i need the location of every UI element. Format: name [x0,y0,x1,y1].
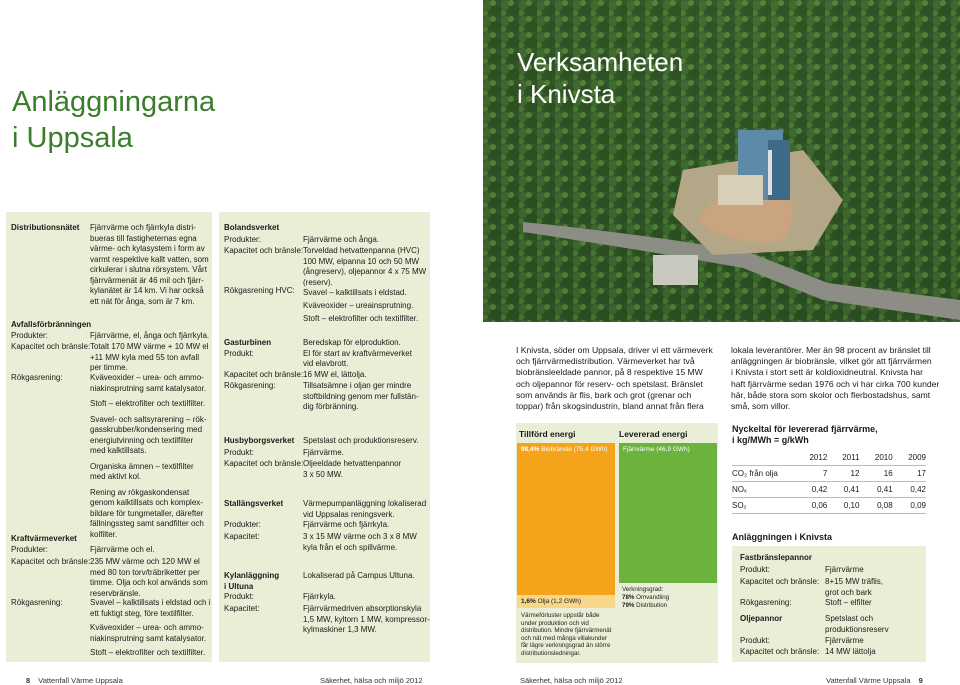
footer-left [26,676,123,685]
stall-heading: Stallängsverket [224,499,284,508]
stall-produkter-label: Produkter: [224,520,261,529]
text-line: kyla från el och spillvärme. [303,542,398,552]
text-line: cirkulerar i slutna rörsystem. Vårt [90,265,207,274]
text-line: 1,5 MW, kyltorn 1 MW, kompressor- [303,614,430,624]
key-table-title [732,424,878,446]
text-line: ett nät för ånga, som är 7 km. [90,296,195,306]
husby-intro: Spetslast och produktionsreserv. [303,436,419,445]
fast-produkt-label: Produkt: [740,565,770,574]
stall-intro [303,499,426,520]
text-line: Totalt 170 MW värme + 10 MW el [90,342,209,351]
table-cell: 0,09 [893,498,926,514]
text-line: Kväveoxider – ureainsprutning. [303,301,414,310]
table-cell: 7 [794,466,827,482]
kraft-rening-label: Rökgasrening: [11,598,63,607]
text-line: reservbränsle. [90,588,141,598]
text-line: Beredskap för elproduktion. [303,338,401,347]
kyla-produkt-label: Produkt: [224,592,254,601]
year-header: 2011 [827,450,859,466]
row-label: CO₂ från olja [732,466,794,482]
text-line: och fjärrvärmedistribution. Värmeverket har två [516,356,695,367]
text-line: fjärrvärmenät är 46 mil och fjärr- [90,275,204,285]
gasturbin-kapacitet-value: 16 MW el, lättolja. [303,370,367,379]
verkningsgrad [622,586,669,609]
text-line: biobränsleeldade pannor, på 8 respektive 15 MW [516,367,703,378]
text-line: genom kalktillsats och komplex- [90,498,203,507]
text-line: fällningssteg samt sandfilter och [90,519,204,528]
kraft-produkter-value: Fjärrvärme och el. [90,545,155,554]
kraft-produkter-label: Produkter: [11,545,48,554]
bio-text: Biobränsle (75,4 GWh) [541,446,608,453]
text-line: 235 MW värme och 120 MW el [90,557,200,566]
verk-title: Verkningsgrad: [622,586,664,593]
table-cell: 0,08 [859,498,892,514]
table-cell: 12 [827,466,859,482]
row-label: NOₓ [732,482,794,498]
text-line: niakinsprutning samt katalysator. [90,383,207,393]
year-header: 2012 [794,450,827,466]
kyla-kapacitet-label: Kapacitet: [224,604,260,613]
husby-kapacitet-value [303,459,401,480]
gasturbin-produkt-value [303,338,412,370]
page-number-left: 8 [26,676,31,685]
gasturbin-heading: Gasturbinen [224,338,272,347]
year-header: 2010 [859,450,892,466]
text-line: bueras till fastigheternas egna [90,233,197,243]
table-cell: 0,06 [794,498,827,514]
text-line: Spetslast och [825,614,874,623]
text-line: kolfilter. [90,529,118,539]
text-line: Värmepumpanläggning lokaliserad [303,499,427,508]
text-line: varmt respektive kallt vatten, som [90,254,209,264]
olje-heading: Oljepannor [740,614,783,623]
text-line: i Ultuna [224,581,254,591]
text-line: 8+15 MW träflis, [825,577,884,586]
boland-rening-value [303,286,418,325]
text-line: 100 MW, elpanna 10 och 50 MW [303,256,420,266]
page-number-right: 9 [918,676,923,685]
boland-produkter-value: Fjärrvärme och ånga. [303,235,380,244]
text-line: I Knivsta, söder om Uppsala, driver vi ett värmeverk [516,345,713,355]
husby-produkt-label: Produkt: [224,448,254,457]
text-line: distributionsledningar. [521,649,581,657]
photo-title-line-1: Verksamheten [517,47,684,77]
table-cell: 17 [893,466,926,482]
text-line: timme. Olja och kol används som [90,578,208,587]
kraft-rening-value [90,598,211,659]
text-line: Rening av rökgaskondensat [90,487,190,497]
text-line: värme- och kylasystem i form av [90,244,205,253]
stall-produkter-value: Fjärrvärme och fjärrkyla. [303,520,390,529]
footer-section-right: Säkerhet, hälsa och miljö 2012 [520,676,623,685]
knivsta-text-col-2 [731,345,956,412]
boland-rening-label: Rökgasrening HVC: [224,286,295,295]
verk-distr-text: Distribution [636,601,668,609]
text-line: med kalktillsats. [90,446,147,455]
fast-rening-label: Rökgasrening: [740,598,792,607]
gasturbin-rening-value [303,381,419,413]
stall-kapacitet-value [303,532,417,553]
table-cell: 0,42 [893,482,926,498]
publisher-right: Vattenfall Värme Uppsala [826,676,911,685]
kyla-intro: Lokaliserad på Campus Ultuna. [303,571,415,580]
text-line: under produktion och vid [521,619,589,627]
table-cell: 0,10 [827,498,859,514]
text-line: och oljepannor för reserv- och spetslast. Bränslet [516,378,703,389]
verk-distr-pct: 79% [622,601,635,609]
text-line: Stoft – elektrofilter och textilfilter. [90,399,206,408]
tillford-title: Tillförd energi [519,429,576,439]
bar-biobransle [517,443,615,608]
avfall-kapacitet-label: Kapacitet och bränsle: [11,342,91,351]
text-line: Kylanläggning [224,571,280,580]
avfall-produkter-label: Produkter: [11,331,48,340]
text-line: bildare för tungmetaller, därefter [90,508,204,518]
bio-pct: 98,4% [521,446,540,453]
text-line: vid Uppsalas reningsverk. [303,509,395,519]
text-line: niakinsprutning samt katalysator. [90,633,207,643]
energy-flow-chart [516,423,718,663]
husby-heading: Husbyborgsverket [224,436,295,445]
text-line: Svavel – kalktillsats i eldstad och i [90,598,211,607]
text-line: gasskrubber/kondensering med [90,425,203,434]
fast-produkt-value: Fjärrvärme [825,565,864,574]
text-line: Svavel- och saltsyrarening – rök- [90,414,207,424]
olja-text: Olja (1,2 GWh) [537,598,581,605]
text-line: stoftbildning genom mer fullstän- [303,391,419,401]
olje-kapacitet-label: Kapacitet och bränsle: [740,647,820,656]
text-line: kylmaskiner 1,3 MW. [303,625,377,634]
text-line: per timme. [90,363,128,372]
table-row [732,482,926,498]
text-line: och nät med många villakunder [521,634,607,642]
knivsta-text-col-1 [516,345,716,412]
left-page-title [12,84,215,156]
avfall-produkter-value: Fjärrvärme, el, ånga och fjärrkyla. [90,331,210,340]
olja-pct: 1,6% [521,598,536,605]
text-line: El för start av kraftvärmeverket [303,348,412,358]
row-label: SO₂ [732,498,794,514]
text-line: Värmeförluster uppstår både [521,612,600,619]
table-corner [732,450,794,466]
kyla-produkt-value: Fjärrkyla. [303,592,336,601]
text-line: Nyckeltal för levererad fjärrvärme, [732,424,878,434]
table-row [732,498,926,514]
kraft-kapacitet-value [90,557,208,599]
text-line: Svavel – kalktillsats i eldstad. [303,288,407,297]
text-line: med 80 ton torv/träbriketter per [90,567,200,577]
text-line: 3 x 15 MW värme och 3 x 8 MW [303,532,417,541]
left-title-line-2: i Uppsala [12,122,133,154]
text-line: i kg/MWh = g/kWh [732,435,809,445]
avfall-rening-value [90,373,212,540]
key-figures-table [732,450,926,514]
text-line: lokala leverantörer. Mer än 98 procent av bränslet till [731,345,931,355]
table-row [732,466,926,482]
gasturbin-rening-label: Rökgasrening: [224,381,276,390]
table-cell: 16 [859,466,892,482]
text-line: energiutvinning och textilfilter [90,435,194,445]
kraft-heading: Kraftvärmeverket [11,534,77,543]
photo-title-line-2: i Knivsta [517,79,616,109]
bar-fjarrvarme [619,443,717,583]
olje-produkt-value: Fjärrvärme [825,636,864,645]
text-line: dig förbränning. [303,402,359,411]
table-cell: 0,41 [859,482,892,498]
boland-kapacitet-value [303,246,426,288]
left-title-line-1: Anläggningarna [12,86,216,118]
bar-biobransle-label [521,446,607,453]
fast-heading: Fastbränslepannor [740,553,813,562]
kraft-kapacitet-label: Kapacitet och bränsle: [11,557,91,566]
kyla-heading [224,571,279,592]
text-line: 3 x 50 MW. [303,469,344,479]
avfall-rening-label: Rökgasrening: [11,373,63,382]
text-line: här, både stora som skolor och flerbostadshus, samt [731,389,931,400]
verk-omvand-pct: 78% [622,593,635,601]
verk-omvand-text: Omvandling [636,593,670,601]
avfall-heading: Avfallsförbränningen [11,320,92,329]
text-line: i Knivsta i stort sett är koldioxidneutral. Knivsta har [731,367,924,378]
text-line: Kväveoxider – urea- och ammo- [90,623,204,632]
text-line: vid elavbrott. [303,359,349,368]
table-header-row [732,450,926,466]
avfall-kapacitet-value [90,342,208,374]
olje-intro [825,614,889,635]
boland-heading: Bolandsverket [224,223,280,232]
text-line: Torveldad hetvattenpanna (HVC) [303,246,420,255]
olje-kapacitet-value: 14 MW lättolja [825,647,876,656]
fast-kapacitet-value [825,577,883,598]
table-cell: 0,42 [794,482,827,498]
table-cell: 0,41 [827,482,859,498]
text-line: +11 MW kyla med 55 ton avfall [90,352,200,362]
distribution-label: Distributionsnätet [11,223,80,232]
text-line: grot och bark [825,587,872,597]
text-line: Organiska ämnen – textilfilter [90,461,194,471]
boland-produkter-label: Produkter: [224,235,261,244]
footer-section-left: Säkerhet, hälsa och miljö 2012 [320,676,423,685]
olje-produkt-label: Produkt: [740,636,770,645]
verk-distribution [622,602,669,610]
boland-kapacitet-label: Kapacitet och bränsle: [224,246,304,255]
text-line: får lägre verkningsgrad än större [521,642,611,650]
bar-olja-label [521,598,581,605]
bar-fjarrvarme-label: Fjärrvärme (46,9 GWh) [623,446,690,453]
text-line: (reserv). [303,277,333,287]
text-line: produktionsreserv [825,624,889,634]
aerial-photo-knivsta [483,0,960,322]
text-line: Oljeeldade hetvattenpannor [303,459,402,468]
text-line: ett fuktigt steg, före textilfilter. [90,608,194,618]
text-line: distribution. Mindre fjärrvärmenät [521,627,612,635]
footer-right [826,676,923,685]
text-line: kylanätet är 14 km. Vi har också [90,286,204,295]
husby-produkt-value: Fjärrvärme. [303,448,344,457]
publisher-left: Vattenfall Värme Uppsala [38,676,123,685]
text-line: (ångreserv), oljepannor 4 x 75 MW [303,267,427,276]
distribution-text [90,223,212,307]
fast-kapacitet-label: Kapacitet och bränsle: [740,577,820,586]
stall-kapacitet-label: Kapacitet: [224,532,260,541]
knivsta-plant-title: Anläggningen i Knivsta [732,532,833,542]
text-line: toppar) från skogsindustrin, bland annat från flera [516,401,704,412]
text-line: som används är flis, bark och grot (grenar och [516,389,692,400]
husby-kapacitet-label: Kapacitet och bränsle: [224,459,304,468]
year-header: 2009 [893,450,926,466]
kyla-kapacitet-value [303,604,430,636]
text-line: Tillsatsämne i oljan ger mindre [303,381,412,390]
text-line: haft fjärrvärme sedan 1976 och vi har cirka 700 kunder [731,378,940,389]
text-line: Fjärrvärmedriven absorptionskyla [303,604,422,613]
text-line: med aktivt kol. [90,472,142,481]
text-line: Stoft – elektrofilter och textilfilter. [90,648,206,657]
text-line: små, som villor. [731,401,791,412]
gasturbin-kapacitet-label: Kapacitet och bränsle: [224,370,304,379]
fast-rening-value: Stoft – elfilter [825,598,872,607]
levererad-title: Levererad energi [619,429,688,439]
chart-note [521,612,611,658]
gasturbin-produkt-label: Produkt: [224,349,254,358]
text-line: Stoft – elektrofilter och textilfilter. [303,314,419,323]
text-line: Fjärrvärme och fjärrkyla distri- [90,223,196,232]
photo-title [517,46,683,110]
text-line: anläggningen är biobränsle, vilket gör att fjärrvärmen [731,356,932,367]
verk-omvandling [622,594,669,602]
text-line: Kväveoxider – urea- och ammo- [90,373,204,382]
